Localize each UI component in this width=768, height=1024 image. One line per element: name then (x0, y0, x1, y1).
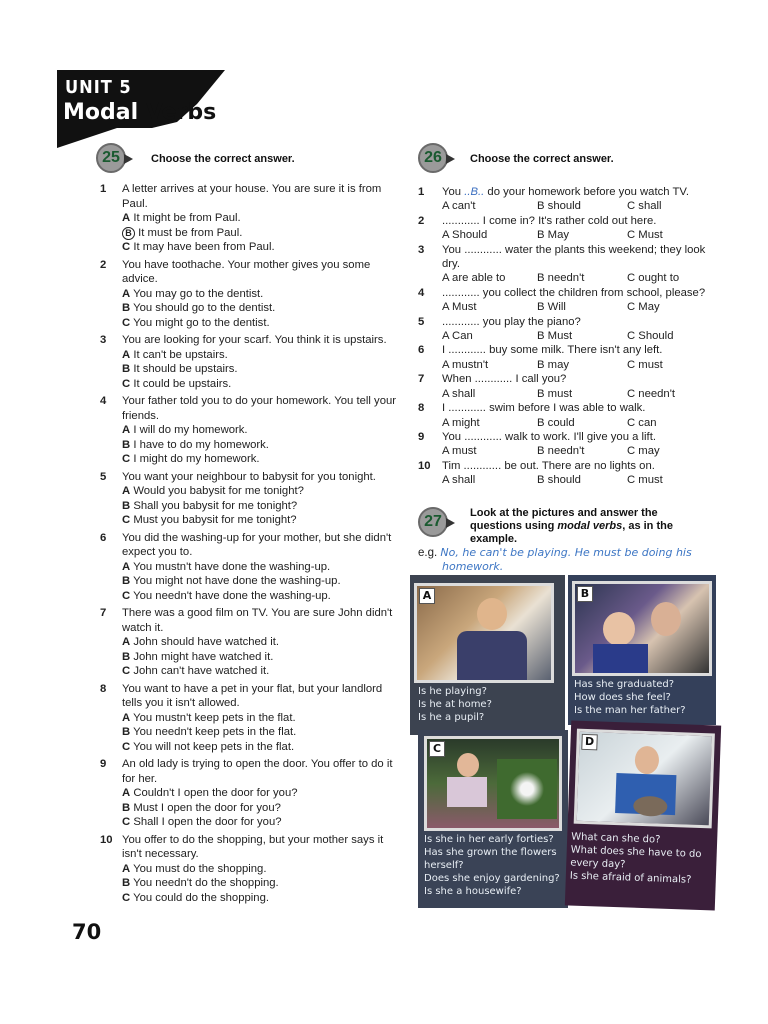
question-number: 3 (418, 243, 425, 256)
panel-question: Is she in her early forties? (424, 834, 554, 845)
vet-face-shape (634, 746, 659, 775)
panel-question: Is the man her father? (574, 705, 686, 716)
option-text: You needn't do the shopping. (133, 877, 279, 889)
question-text (442, 243, 718, 272)
question-number: 1 (418, 186, 425, 198)
answer-option[interactable] (122, 560, 400, 575)
answer-option[interactable] (122, 348, 400, 363)
question-text (442, 430, 718, 444)
answer-option[interactable] (122, 589, 400, 604)
answer-option[interactable]: A Can (442, 330, 473, 343)
question (418, 286, 718, 315)
option-letter: B (122, 650, 131, 663)
answer-option[interactable]: B Must (537, 330, 573, 343)
answer-option[interactable]: A must (442, 445, 477, 458)
boy-shirt-shape (457, 631, 527, 681)
answer-option[interactable]: A can't (442, 200, 476, 213)
exercise-25-instruction: Choose the correct answer. (151, 153, 295, 165)
exercise-number: 25 (96, 143, 126, 173)
question-pre: You (442, 430, 465, 443)
exercise-26-questions (418, 185, 718, 488)
instruction-emphasis: modal verbs (557, 520, 623, 532)
option-text: Must you babysit for me tonight? (133, 514, 297, 526)
answer-option[interactable]: B must (537, 387, 573, 400)
answer-option[interactable]: C needn't (627, 387, 676, 400)
option-text: John should have watched it. (133, 636, 280, 648)
answer-blank[interactable]: ..B.. (464, 186, 485, 198)
option-text: I might do my homework. (133, 453, 260, 465)
question (100, 182, 400, 255)
question (418, 214, 718, 243)
question-pre: You (442, 243, 465, 256)
question-text: You want to have a pet in your flat, but your landlord tells you it isn't allowed. (122, 682, 383, 709)
answer-option[interactable]: C Must (627, 229, 663, 242)
option-letter: A (122, 348, 131, 361)
exercise-26-badge (418, 143, 458, 173)
question (418, 459, 718, 488)
panel-question: Is she afraid of animals? (569, 870, 692, 886)
woman-shirt-shape (447, 777, 487, 807)
option-text: It should be upstairs. (133, 363, 238, 375)
option-letter: A (122, 560, 131, 573)
answer-option[interactable] (122, 876, 400, 891)
option-letter: A (122, 424, 131, 436)
question (100, 606, 400, 679)
option-text: You will not keep pets in the flat. (133, 740, 295, 753)
eg-label: e.g. (418, 547, 438, 559)
answer-option[interactable] (122, 711, 400, 726)
option-text: You may go to the dentist. (133, 287, 264, 300)
option-letter: B (122, 877, 131, 889)
answer-option[interactable] (122, 377, 400, 392)
answer-option[interactable] (122, 423, 400, 438)
answer-option[interactable] (122, 499, 400, 514)
question-text: You want your neighbour to babysit for you tonight. (122, 470, 376, 483)
answer-option[interactable] (122, 316, 400, 331)
instruction-line: Look at the pictures and answer the (470, 507, 658, 519)
arrow-icon (124, 154, 133, 164)
panel-question: How does she feel? (574, 692, 671, 703)
answer-option[interactable]: B could (537, 416, 575, 429)
option-text: Couldn't I open the door for you? (133, 787, 298, 799)
question (100, 531, 400, 604)
option-letter: A (122, 787, 131, 799)
answer-blank[interactable]: ............ (463, 459, 502, 472)
circled-answer-letter: B (122, 227, 135, 240)
answer-option[interactable] (122, 635, 400, 650)
question-text (442, 315, 718, 329)
question-text (442, 286, 718, 300)
photo-gardening (424, 736, 562, 831)
option-text: It can't be upstairs. (133, 348, 228, 361)
panel-letter: B (577, 586, 593, 602)
question (100, 258, 400, 331)
question-post: swim before I was able to walk. (485, 402, 646, 415)
panel-question: Is she a housewife? (424, 886, 522, 897)
answer-option[interactable] (122, 287, 400, 302)
option-letter: B (122, 499, 131, 512)
eg-answer-line: No, he can't be playing. He must be doing his (440, 546, 692, 559)
question-text (442, 343, 718, 357)
answer-option[interactable]: C shall (627, 200, 662, 213)
panel-question: Does she enjoy gardening? (424, 873, 560, 884)
question (100, 470, 400, 528)
option-letter: C (122, 316, 131, 329)
panel-question: Is he at home? (418, 699, 492, 710)
exercise-27-instruction (470, 507, 673, 546)
option-letter: B (122, 363, 131, 375)
question-number: 7 (100, 607, 107, 619)
answer-option[interactable] (122, 226, 400, 241)
answer-option[interactable] (122, 362, 400, 377)
answer-option[interactable] (122, 301, 400, 316)
boy-face-shape (477, 598, 507, 630)
answer-option[interactable] (122, 740, 400, 755)
options-row (442, 444, 718, 458)
question-text: There was a good film on TV. You are sure John didn't watch it. (122, 607, 393, 634)
question-number: 1 (100, 183, 107, 195)
option-letter: C (122, 241, 131, 253)
question-post: walk to work. I'll give you a lift. (501, 430, 656, 443)
flowers-shape (497, 759, 557, 819)
question-number: 9 (100, 758, 107, 770)
instruction-line (470, 520, 673, 533)
option-letter: A (122, 212, 131, 224)
options-row (442, 416, 718, 430)
options-row (442, 300, 718, 314)
question-text (442, 214, 718, 228)
title-part2: Verbs (138, 100, 217, 125)
question-number: 2 (100, 258, 107, 271)
question-post: I call you? (512, 373, 567, 386)
answer-option[interactable]: A Should (442, 229, 488, 242)
title-part1: Modal (63, 100, 139, 125)
picture-panels (418, 575, 718, 910)
option-letter: B (122, 575, 131, 587)
panel-a (410, 575, 565, 735)
option-letter: A (122, 287, 131, 300)
panel-c (418, 730, 568, 908)
option-text: You mustn't keep pets in the flat. (133, 711, 296, 724)
question-text: Your father told you to do your homework. You tell your friends. (122, 395, 397, 422)
option-text: I have to do my homework. (133, 438, 269, 451)
question-post: I come in? It's rather cold out here. (479, 214, 657, 227)
answer-option[interactable]: C May (627, 301, 660, 314)
panel-question: Is he a pupil? (418, 712, 485, 723)
answer-option[interactable] (122, 862, 400, 877)
option-letter: B (122, 726, 131, 738)
option-text: Shall you babysit for me tonight? (133, 499, 298, 512)
answer-option[interactable]: B may (537, 358, 570, 371)
question (100, 833, 400, 906)
question (100, 394, 400, 467)
option-letter: C (122, 453, 131, 465)
question-text (442, 459, 718, 473)
gown-shape (593, 644, 648, 676)
exercise-number: 27 (418, 507, 448, 537)
answer-blank[interactable]: ............ (442, 315, 480, 328)
photo-vet (574, 729, 715, 829)
option-text: John might have watched it. (133, 650, 274, 663)
panel-b-questions (574, 678, 686, 717)
answer-option[interactable] (122, 891, 400, 906)
option-letter: B (122, 801, 131, 814)
question-number: 5 (418, 315, 425, 328)
question (100, 333, 400, 391)
answer-option[interactable] (122, 574, 400, 589)
question-number: 8 (100, 682, 107, 695)
question-number: 7 (418, 373, 425, 386)
option-letter: A (122, 485, 131, 497)
panel-c-questions (424, 833, 566, 898)
question-text (442, 185, 718, 199)
answer-option[interactable]: C can (627, 416, 657, 429)
exercise-25-badge (96, 143, 136, 173)
woman-face-shape (457, 753, 479, 777)
panel-question: Has she graduated? (574, 679, 675, 690)
answer-option[interactable]: B needn't (537, 445, 585, 458)
question-text: You did the washing-up for your mother, but she didn't expect you to. (122, 531, 392, 558)
option-letter: A (122, 862, 131, 875)
question-pre: When (442, 373, 475, 386)
answer-option[interactable] (122, 484, 400, 499)
exercise-27-badge (418, 507, 458, 537)
question (418, 401, 718, 430)
arrow-icon (446, 154, 455, 164)
answer-option[interactable] (122, 650, 400, 665)
answer-blank[interactable]: ............ (448, 402, 486, 415)
option-text: It may have been from Paul. (133, 241, 275, 253)
panel-letter: A (419, 588, 435, 604)
answer-option[interactable]: B Will (537, 301, 566, 314)
photo-boy-homework (414, 583, 554, 683)
panel-d (565, 720, 721, 910)
options-row (442, 473, 718, 487)
option-text: Shall I open the door for you? (133, 816, 282, 828)
question-number: 2 (418, 214, 425, 227)
answer-option[interactable]: B needn't (537, 272, 585, 285)
instruction-text: questions using (470, 520, 558, 532)
question-post: buy some milk. There isn't any left. (485, 344, 663, 357)
answer-option[interactable] (122, 513, 400, 528)
question-number: 10 (418, 459, 431, 472)
question (418, 372, 718, 401)
panel-a-questions (418, 685, 492, 724)
question-number: 6 (418, 344, 425, 357)
option-text: You might not have done the washing-up. (133, 575, 341, 587)
question-number: 8 (418, 402, 425, 415)
option-text: You must do the shopping. (133, 862, 267, 875)
options-row (442, 358, 718, 372)
options-row (442, 199, 718, 213)
question (418, 430, 718, 459)
answer-blank[interactable]: ............ (464, 243, 502, 256)
answer-option[interactable]: C Should (627, 330, 674, 343)
option-text: You mustn't have done the washing-up. (133, 560, 331, 573)
answer-option[interactable]: C must (627, 358, 663, 371)
question-pre: You (442, 186, 465, 198)
option-text: It must be from Paul. (138, 226, 243, 239)
question-pre: I (442, 402, 449, 415)
panel-b (568, 575, 716, 725)
options-row (442, 271, 718, 285)
question-pre: I (442, 344, 449, 357)
question-text: You are looking for your scarf. You think it is upstairs. (122, 334, 387, 346)
question-post: do your homework before you watch TV. (484, 186, 690, 198)
options-row (442, 329, 718, 343)
answer-option[interactable]: B should (537, 200, 581, 213)
answer-option[interactable] (122, 801, 400, 816)
options-row (442, 387, 718, 401)
option-text: John can't have watched it. (133, 665, 270, 677)
panel-question: Has she grown the flowers herself? (424, 847, 557, 871)
answer-option[interactable]: B May (537, 229, 570, 242)
question (418, 185, 718, 214)
option-text: Must I open the door for you? (133, 801, 281, 814)
option-letter: A (122, 636, 131, 648)
man-face-shape (651, 602, 681, 636)
answer-option[interactable]: A mustn't (442, 358, 489, 371)
question-text: You offer to do the shopping, but your mother says it isn't necessary. (122, 833, 384, 860)
option-letter: C (122, 377, 131, 390)
option-text: Would you babysit for me tonight? (133, 485, 304, 497)
question-text (442, 372, 718, 386)
question-number: 6 (100, 531, 107, 544)
instruction-line: example. (470, 533, 518, 545)
question-post: you collect the children from school, please? (479, 286, 706, 299)
panel-letter: D (581, 734, 598, 751)
panel-d-questions (570, 831, 716, 888)
option-letter: C (122, 665, 131, 677)
answer-option[interactable]: A Must (442, 301, 477, 314)
instruction-text: , as in the (622, 520, 673, 532)
option-letter: C (122, 891, 131, 904)
question-text: You have toothache. Your mother gives you some advice. (122, 258, 371, 285)
question-post: you play the piano? (479, 315, 581, 328)
answer-option[interactable]: C ought to (627, 272, 680, 285)
answer-option[interactable] (122, 664, 400, 679)
option-text: It could be upstairs. (133, 377, 232, 390)
option-letter: C (122, 816, 131, 828)
option-text: You needn't have done the washing-up. (133, 589, 331, 602)
answer-option[interactable]: C must (627, 474, 663, 487)
question (100, 757, 400, 830)
answer-option[interactable] (122, 211, 400, 226)
example-answer (418, 546, 692, 574)
answer-option[interactable] (122, 725, 400, 740)
options-row (442, 228, 718, 242)
option-text: You should go to the dentist. (133, 302, 276, 314)
question-text (442, 401, 718, 415)
page-number: 70 (72, 920, 102, 944)
question-post: be out. There are no lights on. (501, 459, 655, 472)
answer-option[interactable]: A might (442, 416, 480, 429)
option-text: It might be from Paul. (133, 212, 241, 224)
panel-question: Is he playing? (418, 686, 487, 697)
unit-title (63, 100, 216, 125)
question-number: 9 (418, 430, 425, 443)
question (418, 343, 718, 372)
answer-blank[interactable]: ............ (474, 373, 513, 386)
unit-label: UNIT 5 (65, 77, 132, 98)
option-text: You needn't keep pets in the flat. (133, 726, 297, 738)
eg-answer-line: homework. (442, 560, 504, 573)
question (100, 682, 400, 755)
answer-option[interactable] (122, 438, 400, 453)
option-text: You might go to the dentist. (133, 316, 270, 329)
answer-blank[interactable]: ............ (448, 344, 486, 357)
question-pre: Tim (442, 459, 464, 472)
answer-blank[interactable]: ............ (442, 286, 480, 299)
question-number: 3 (100, 334, 107, 346)
exercise-25-questions (100, 182, 400, 908)
panel-question: What can she do? (571, 831, 661, 846)
question (418, 243, 718, 286)
answer-option[interactable] (122, 815, 400, 830)
answer-option[interactable]: A shall (442, 387, 476, 400)
woman-face-shape (603, 612, 635, 646)
photo-graduate (572, 581, 712, 676)
question-number: 5 (100, 470, 107, 483)
question-number: 4 (418, 286, 425, 299)
exercise-26-instruction: Choose the correct answer. (470, 153, 614, 165)
answer-blank[interactable]: ............ (442, 214, 480, 227)
option-letter: A (122, 711, 131, 724)
answer-option[interactable]: B should (537, 474, 581, 487)
exercise-number: 26 (418, 143, 448, 173)
option-letter: C (122, 514, 131, 526)
arrow-icon (446, 518, 455, 528)
answer-option[interactable] (122, 240, 400, 255)
option-letter: B (122, 438, 131, 451)
option-letter: C (122, 740, 131, 753)
panel-letter: C (429, 741, 445, 757)
option-text: You could do the shopping. (133, 891, 269, 904)
question-number: 10 (100, 833, 113, 846)
question-post: water the plants this weekend; they look dry. (442, 243, 706, 271)
answer-option[interactable] (122, 786, 400, 801)
panel-question: What does she have to do every day? (570, 844, 702, 871)
option-letter: B (122, 302, 131, 314)
answer-option[interactable] (122, 452, 400, 467)
answer-option[interactable]: A are able to (442, 272, 506, 285)
question-text: A letter arrives at your house. You are sure it is from Paul. (122, 183, 382, 210)
question-number: 4 (100, 395, 107, 407)
answer-blank[interactable]: ............ (464, 430, 502, 443)
option-letter: C (122, 589, 131, 602)
answer-option[interactable]: C may (627, 445, 660, 458)
option-text: I will do my homework. (133, 424, 248, 436)
answer-option[interactable]: A shall (442, 474, 476, 487)
question (418, 315, 718, 344)
question-text: An old lady is trying to open the door. You offer to do it for her. (122, 758, 393, 785)
